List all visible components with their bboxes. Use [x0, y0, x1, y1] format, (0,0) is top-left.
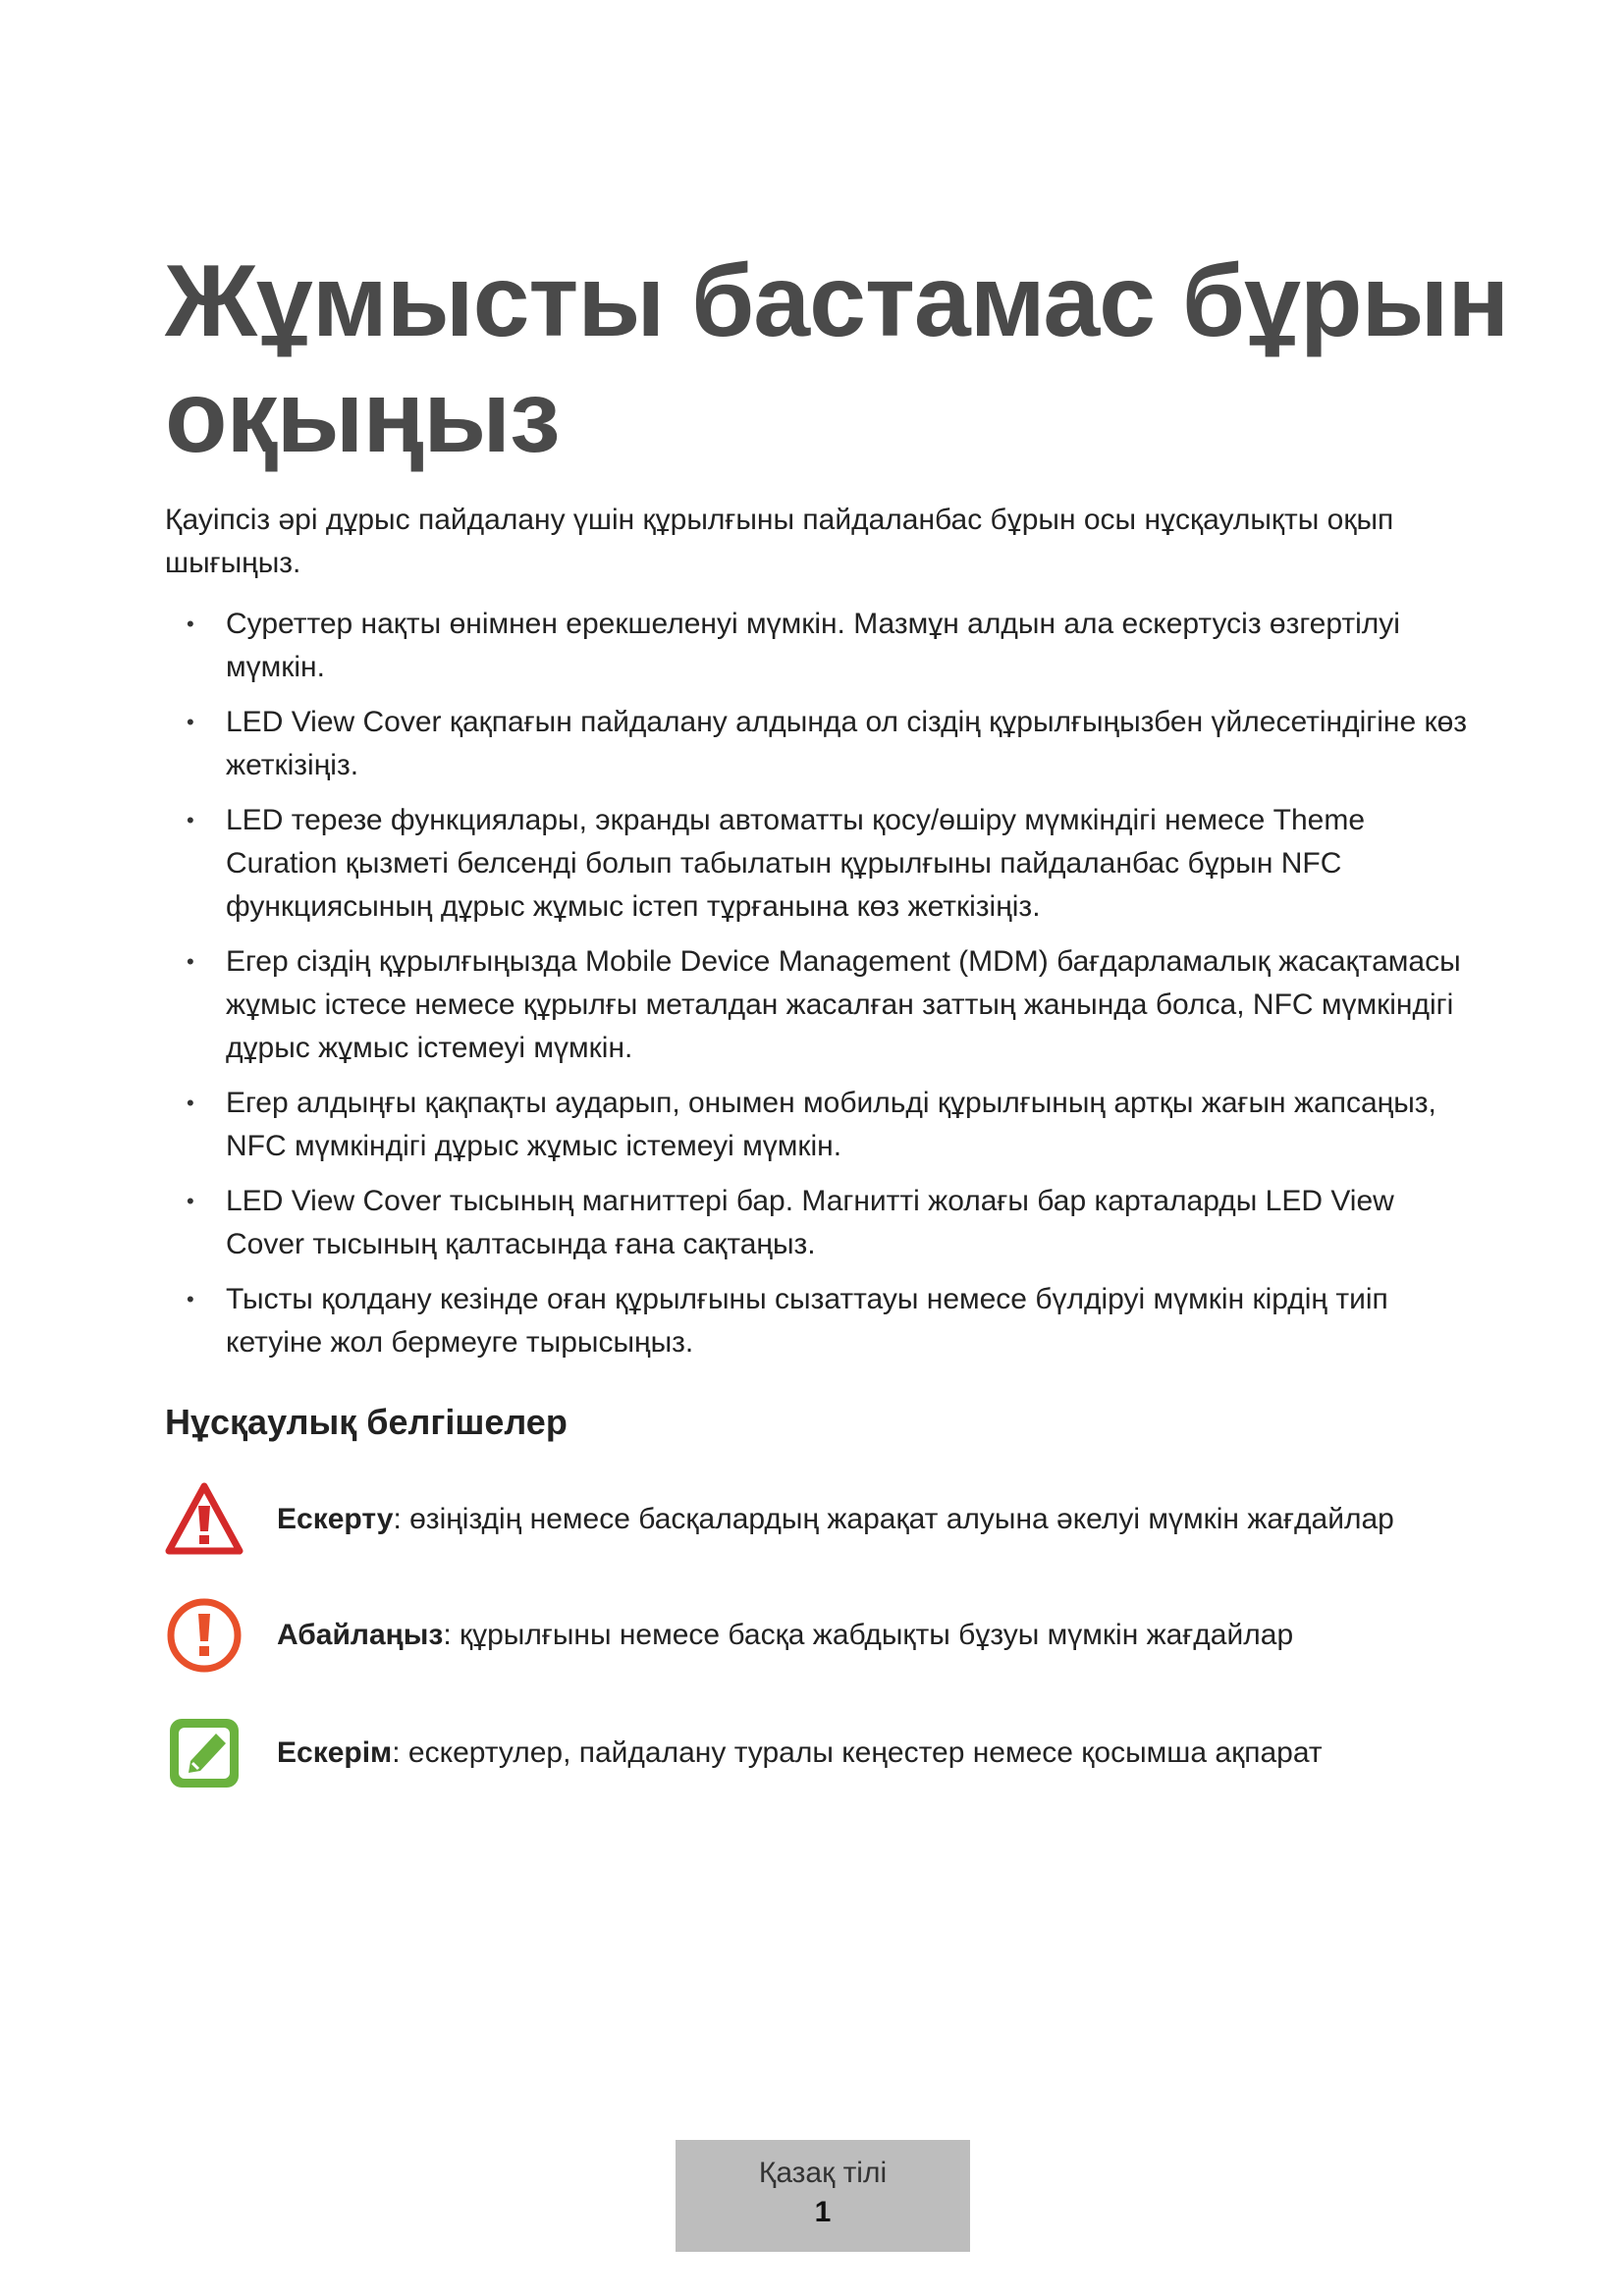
list-item: • Егер алдыңғы қақпақты аударып, онымен мобильді құрылғының артқы жағын жапсаңыз, NFC мүмкіндігі дұрыс жұмыс істемеуі мүмкін.: [165, 1082, 1481, 1168]
legend-label: Абайлаңыз: [277, 1619, 444, 1651]
legend-label: Ескерім: [277, 1736, 393, 1769]
page-title: Жұмысты бастамас бұрын оқыңыз: [165, 244, 1509, 474]
list-item: • LED View Cover тысының магниттері бар. Магнитті жолағы бар карталарды LED View Cover тысының қалтасында ғана сақтаңыз.: [165, 1180, 1481, 1266]
legend-warning: [165, 1480, 1500, 1559]
footer-language: Қазақ тілі: [758, 2157, 888, 2189]
precautions-list: [165, 603, 1481, 1376]
list-item: • Суреттер нақты өнімнен ерекшеленуі мүмкін. Мазмұн алдын ала ескертусіз өзгертілуі мүмкін.: [165, 603, 1481, 689]
legend-caution: [165, 1596, 1500, 1675]
page-footer: [676, 2140, 970, 2252]
list-item: • Егер сіздің құрылғыңызда Mobile Device Management (MDM) бағдарламалық жасақтамасы жұмыс істесе немесе құрылғы металдан жасалған заттың жанында болса, NFC мүмкіндігі дұрыс жұмыс істемеуі мүмкін.: [165, 940, 1481, 1070]
legend-description: : құрылғыны немесе басқа жабдықты бұзуы мүмкін жағдайлар: [443, 1619, 1294, 1651]
list-item: • LED терезе функциялары, экранды автоматты қосу/өшіру мүмкіндігі немесе Theme Curation қызметі белсенді болып табылатын құрылғыны пайдаланбас бұрын NFC функциясының дұрыс жұмыс істеп тұрғанына көз жеткізіңіз.: [165, 799, 1481, 929]
page-number: 1: [814, 2196, 832, 2228]
caution-circle-icon: [165, 1596, 244, 1675]
legend-label: Ескерту: [277, 1503, 394, 1535]
section-heading: Нұсқаулық белгішелер: [165, 1402, 568, 1442]
legend-note: [165, 1714, 1500, 1792]
warning-triangle-icon: [165, 1480, 244, 1559]
legend-description: : өзіңіздің немесе басқалардың жарақат алуына әкелуі мүмкін жағдайлар: [393, 1503, 1394, 1535]
intro-paragraph: Қауіпсіз әрі дұрыс пайдалану үшін құрылғыны пайдаланбас бұрын осы нұсқаулықты оқып шығыңыз.: [165, 504, 1394, 579]
list-item: • Тысты қолдану кезінде оған құрылғыны сызаттауы немесе бүлдіруі мүмкін кірдің тиіп кетуіне жол бермеуге тырысыңыз.: [165, 1278, 1481, 1364]
list-item: • LED View Cover қақпағын пайдалану алдында ол сіздің құрылғыңызбен үйлесетіндігіне көз жеткізіңіз.: [165, 701, 1481, 787]
note-pencil-icon: [165, 1714, 244, 1792]
legend-description: : ескертулер, пайдалану туралы кеңестер немесе қосымша ақпарат: [392, 1736, 1323, 1769]
